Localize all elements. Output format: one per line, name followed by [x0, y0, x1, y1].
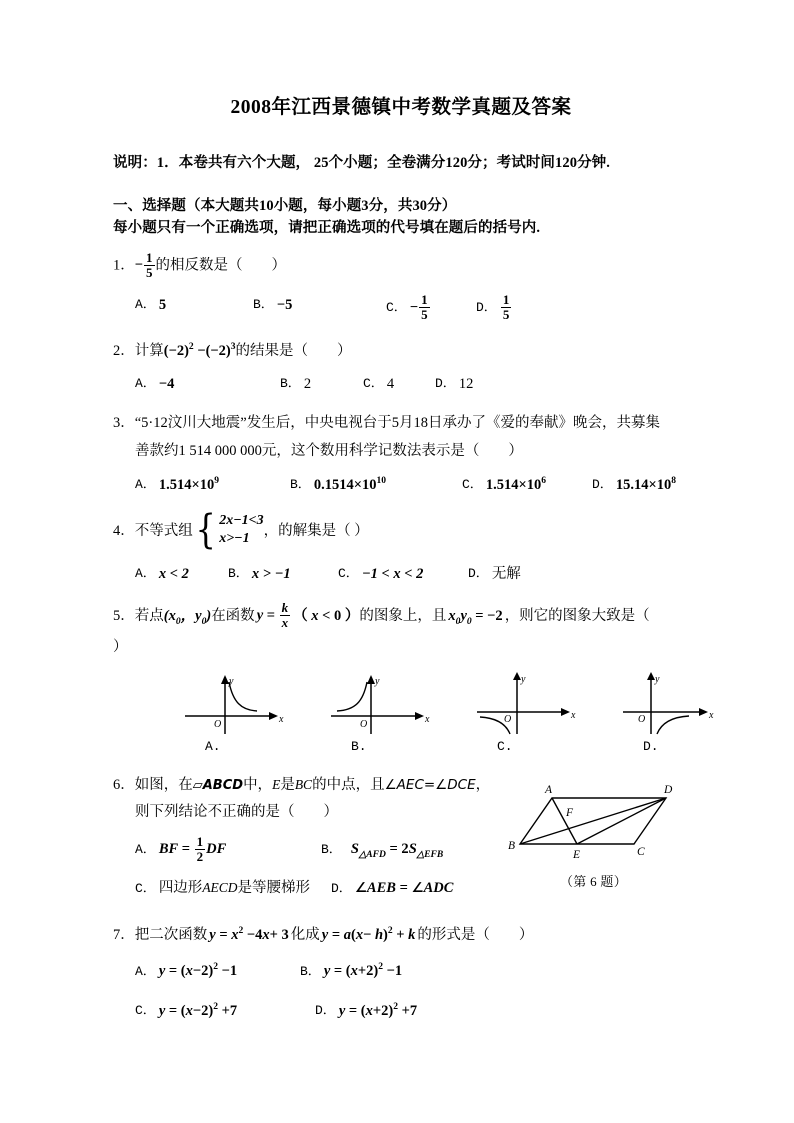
system-row-2: x>−1: [219, 531, 250, 547]
option-a-label: A．: [135, 376, 156, 392]
option-d-value: $y = (x+2)^2 +7$: [338, 1000, 418, 1019]
option-b-label: B．: [228, 566, 249, 582]
option-d[interactable]: [331, 878, 453, 900]
svg-text:y: y: [375, 676, 380, 687]
option-a-label: A．: [135, 477, 156, 493]
option-c-value: 四边形AECD是等腰梯形: [158, 880, 311, 897]
option-a-label: A．: [135, 297, 156, 313]
option-a-label: A．: [135, 842, 156, 858]
option-c-label: C．: [135, 1002, 156, 1018]
option-d[interactable]: [592, 474, 676, 497]
option-a[interactable]: A． BF = $\frac{1}{2}$ DF: [135, 833, 227, 864]
section-heading: 一、选择题（本大题共10小题，每小题3分，共30分）: [113, 198, 457, 215]
option-c[interactable]: [338, 563, 468, 586]
option-b-label: B．: [300, 963, 321, 979]
svg-text:x: x: [425, 714, 430, 725]
option-b-value: $y = (x+2)^2 -1$: [323, 961, 403, 980]
question-6-text-d: 的中点，且: [312, 777, 385, 793]
graph-a-svg: [183, 672, 287, 738]
graph-b-svg: [329, 672, 433, 738]
svg-text:O: O: [638, 714, 646, 725]
option-c[interactable]: [462, 474, 592, 497]
graph-b-label: B.: [351, 739, 367, 754]
option-d[interactable]: [476, 294, 512, 322]
svg-text:O: O: [214, 719, 222, 730]
option-a-value: BF: [158, 841, 179, 858]
option-a-value: −4: [158, 375, 175, 392]
graph-d-label: D.: [643, 739, 659, 754]
question-2-stem-suffix: 的结果是（ ）: [235, 343, 352, 360]
question-4-number: 4．: [113, 522, 135, 539]
option-d-label: D．: [331, 881, 352, 897]
question-7-function-2: $y = a(x- h)^2 + k$: [321, 925, 416, 943]
option-d-label: D．: [476, 299, 497, 315]
option-d-value: 无解: [491, 566, 521, 583]
option-b-value: 2: [303, 375, 312, 392]
option-a[interactable]: [135, 373, 280, 396]
svg-text:O: O: [360, 719, 368, 730]
q1-frac-den: 5: [146, 264, 153, 280]
question-7-options-row-2: [113, 1000, 689, 1023]
option-b[interactable]: [290, 474, 462, 497]
inequality-system: [193, 506, 264, 553]
option-b-value: $S_{\triangle AFD} = 2S_{\triangle EFB}$: [350, 841, 444, 861]
vertex-label-B: B: [508, 840, 516, 852]
question-5-text-d: ，则它的图象大致是（: [504, 608, 650, 625]
question-6-options-row-2: [135, 878, 513, 900]
option-d-label: D．: [315, 1002, 336, 1018]
question-7: [113, 924, 689, 946]
option-a-label: A．: [135, 963, 156, 979]
option-a-label: A．: [135, 566, 156, 582]
question-5-point: ($x_0$，$y_0$): [163, 608, 212, 628]
question-1-stem: [113, 249, 689, 280]
svg-text:x: x: [279, 714, 284, 725]
parallelogram-figure-svg: [506, 776, 681, 866]
question-6-figure: [506, 776, 681, 891]
question-3-number: 3．: [113, 415, 135, 432]
option-c-value: $1.514\times 10^6$: [485, 475, 546, 494]
question-4-options: [113, 563, 689, 586]
vertex-label-A: A: [545, 784, 553, 796]
left-brace-glyph: {: [195, 506, 216, 553]
option-d-label: D．: [435, 376, 456, 392]
question-1-fraction: − $\frac{1}{5}$: [134, 249, 153, 280]
option-b-value: x > −1: [251, 566, 291, 583]
option-c-label: C．: [386, 299, 407, 315]
option-b[interactable]: [321, 836, 443, 864]
question-6-angle-condition: ∠AEC=∠DCE: [384, 777, 476, 793]
question-6-text-c: 是: [280, 777, 295, 793]
option-d-value: $\frac{1}{5}$: [502, 292, 510, 322]
option-c[interactable]: [386, 294, 476, 322]
option-b[interactable]: [280, 373, 363, 396]
option-b[interactable]: [228, 563, 338, 586]
option-c-label: C．: [135, 881, 156, 897]
question-5-graphs: [113, 672, 714, 754]
option-a-value: $1.514\times 10^9$: [158, 475, 219, 494]
option-d[interactable]: [435, 373, 473, 396]
question-1-number: 1．: [113, 257, 135, 274]
question-6-text-a: 如图，在: [134, 777, 193, 793]
option-b-label: B．: [280, 376, 301, 392]
question-2-number: 2．: [113, 343, 135, 360]
option-d[interactable]: [468, 563, 521, 586]
question-6-parallelogram-symbol: ▱ABCD: [192, 778, 244, 793]
svg-text:y: y: [655, 674, 660, 685]
q1-frac-num: 1: [146, 249, 153, 265]
question-6-text-b: 中，: [243, 777, 273, 793]
option-a-value: 5: [158, 297, 167, 314]
question-2-expression: $(-2)^2 -(-2)^3$: [163, 341, 236, 360]
page-title: 2008年江西景德镇中考数学真题及答案: [230, 97, 572, 118]
exam-instructions: 说明：1．本卷共有六个大题， 25个小题；全卷满分120分；考试时间120分钟.: [113, 155, 610, 172]
question-6-figure-caption: （第 6 题）: [559, 873, 628, 889]
question-4: [113, 506, 689, 553]
question-5-product: $x_0y_0 = -2$: [448, 608, 503, 628]
question-5-function: y = $\frac{k}{x}$: [256, 600, 289, 630]
question-6-number: 6．: [113, 777, 135, 793]
option-b-label: B．: [253, 297, 274, 313]
option-b[interactable]: [253, 294, 386, 317]
question-6-options-row-1: [135, 833, 516, 864]
question-7-function-1: $y = x^2 -4x+ 3$: [209, 925, 289, 943]
question-3-options: [113, 474, 689, 497]
option-d-value: $15.14\times 10^8$: [615, 475, 676, 494]
option-a[interactable]: [135, 474, 290, 497]
question-2-stem: [113, 340, 689, 362]
question-2: [113, 340, 689, 362]
graph-c-label: C.: [497, 739, 513, 754]
option-d-label: D．: [468, 566, 489, 582]
option-a[interactable]: [135, 294, 253, 317]
question-5-text-c: 的图象上，且: [359, 608, 447, 625]
question-3-line-1: [113, 412, 689, 434]
graph-d-svg: [621, 672, 725, 738]
option-c-label: C．: [338, 566, 359, 582]
question-3: [113, 412, 689, 462]
system-row-1: 2x−1<3: [219, 513, 264, 529]
question-2-stem-prefix: 计算: [134, 343, 164, 360]
graph-option-c[interactable]: [475, 672, 579, 754]
question-1-stem-suffix: 的相反数是（ ）: [155, 257, 287, 274]
question-6-body: [113, 774, 516, 900]
question-5-condition: （ x < 0 ）: [293, 608, 360, 625]
option-a-value: $y = (x-2)^2 -1$: [158, 961, 238, 980]
question-7-text-b: 化成: [290, 926, 320, 943]
question-2-options: [113, 373, 689, 396]
question-4-stem-suffix: ，的解集是（ ）: [263, 522, 369, 539]
option-d-label: D．: [592, 477, 613, 493]
vertex-label-E: E: [573, 849, 581, 861]
section-subheading: 每小题只有一个正确选项，请把正确选项的代号填在题后的括号内.: [113, 220, 541, 237]
option-c[interactable]: [363, 373, 435, 396]
question-5-text-b: 在函数: [211, 608, 255, 625]
option-d-value: 12: [458, 375, 474, 392]
question-7-text-a: 把二次函数: [134, 926, 208, 943]
question-5-stem: [113, 602, 689, 630]
question-6-line-2: 则下列结论不正确的是（ ）: [135, 804, 338, 821]
question-7-text-c: 的形式是（ ）: [417, 926, 534, 943]
vertex-label-D: D: [664, 784, 673, 796]
question-3-line-2: 善款约1 514 000 000元，这个数用科学记数法表示是（ ）: [135, 442, 523, 459]
option-a[interactable]: [135, 960, 300, 983]
vertex-label-F: F: [566, 807, 574, 819]
question-5-number: 5．: [113, 608, 135, 625]
graph-option-d[interactable]: [621, 672, 725, 754]
question-6-segment-bc: BC: [294, 777, 313, 792]
question-3-text-1: “5·12汶川大地震”发生后，中央电视台于5月18日承办了《爱的奉献》晚会，共募集: [134, 415, 660, 432]
option-b-value: $0.1514\times 10^{10}$: [313, 475, 387, 494]
graph-option-a[interactable]: [183, 672, 287, 754]
svg-text:x: x: [571, 710, 576, 721]
option-d-value: ∠AEB = ∠ADC: [354, 880, 454, 897]
graph-a-label: A.: [205, 739, 221, 754]
question-6: [113, 774, 689, 900]
question-6-point-e: E: [272, 777, 281, 792]
option-a-value: x < 2: [158, 566, 189, 583]
question-5-text-a: 若点: [134, 608, 164, 625]
option-c-label: C．: [462, 477, 483, 493]
page-content: [113, 0, 714, 1023]
option-b-value: −5: [276, 297, 293, 314]
graph-c-svg: [475, 672, 579, 738]
svg-text:y: y: [521, 674, 526, 685]
question-7-stem: [113, 924, 689, 946]
svg-text:y: y: [229, 676, 234, 687]
question-5-text-e: ）: [113, 638, 128, 655]
question-7-number: 7．: [113, 926, 135, 943]
question-6-text-f: ，: [475, 777, 491, 793]
option-d[interactable]: [315, 1000, 417, 1023]
svg-text:x: x: [709, 710, 714, 721]
option-c-value: 4: [386, 375, 395, 392]
question-7-options-row-1: [113, 960, 689, 983]
question-4-stem-prefix: 不等式组: [134, 522, 193, 539]
option-c-value: − $\frac{1}{5}$: [409, 292, 428, 322]
question-1-options: [113, 294, 689, 322]
graph-option-b[interactable]: [329, 672, 433, 754]
option-c-value: −1 < x < 2: [361, 566, 424, 583]
question-4-stem: [113, 506, 689, 553]
option-b-label: B．: [290, 477, 311, 493]
option-c[interactable]: [135, 1000, 315, 1023]
option-b-label: B．: [321, 842, 342, 858]
question-6-line-1: [113, 774, 513, 796]
vertex-label-C: C: [637, 846, 645, 858]
option-c-label: C．: [363, 376, 384, 392]
option-c-value: $y = (x-2)^2 +7$: [158, 1000, 238, 1019]
svg-text:O: O: [504, 714, 512, 725]
question-5: [113, 602, 689, 658]
question-1: [113, 249, 689, 280]
option-a[interactable]: [135, 563, 228, 586]
question-6-options: [113, 833, 516, 900]
option-b[interactable]: [300, 960, 402, 983]
option-c[interactable]: [135, 878, 331, 900]
